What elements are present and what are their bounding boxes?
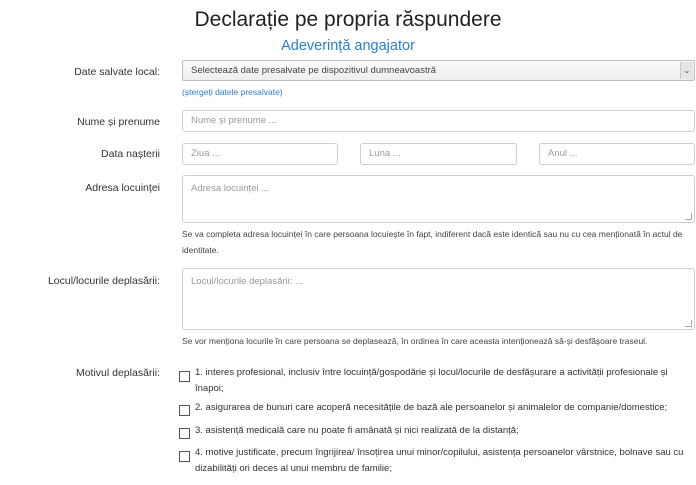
reason-option-4: 4. motive justificate, precum îngrijirea/ însoțirea unui minor/copilului, asistența persoanelor vârstnice, bolnave sau cu dizabilități ori deces al unui membru de familie;	[195, 447, 684, 474]
reason-checkbox-3[interactable]	[179, 428, 190, 439]
resize-handle-icon[interactable]	[685, 213, 692, 220]
reason-option-1: 1. interes profesional, inclusiv între locuință/gospodărie și locul/locurile de desfășurare a activității profesionale și înapoi;	[195, 367, 668, 394]
reason-option-3: 3. asistență medicală care nu poate fi amânată și nici realizată de la distanță;	[195, 425, 519, 436]
birth-year-input[interactable]: Anul ...	[539, 143, 695, 165]
destination-textarea[interactable]	[182, 268, 695, 330]
delete-saved-data-link[interactable]: (ștergeți datele presalvate)	[182, 87, 283, 97]
address-placeholder: Adresa locuinței ...	[191, 183, 270, 194]
reason-checkbox-1[interactable]	[179, 371, 190, 382]
resize-handle-icon[interactable]	[685, 320, 692, 327]
address-help-text: Se va completa adresa locuinței în care persoana locuiește în fapt, indiferent dacă este identică sau nu cu cea menționată în actul de identitate.	[182, 229, 683, 255]
reason-checkbox-2[interactable]	[179, 405, 190, 416]
page-title: Declarație pe propria răspundere	[194, 8, 502, 31]
reason-option-2: 2. asigurarea de bunuri care acoperă necesitățile de bază ale persoanelor și animalelor de companie/domestice;	[195, 402, 668, 413]
birth-month-input[interactable]: Luna ...	[360, 143, 517, 165]
page-subtitle: Adeverință angajator	[281, 38, 415, 54]
destination-help-text: Se vor menționa locurile în care persoana se deplasează, în ordinea în care aceasta intenționează să-și desfășoare traseul.	[182, 336, 648, 346]
chevron-down-icon[interactable]: ⌄	[680, 62, 693, 79]
name-input[interactable]: Nume și prenume ...	[182, 110, 695, 132]
address-label: Adresa locuinței	[85, 182, 160, 194]
name-label: Nume și prenume	[77, 116, 160, 128]
reason-checkbox-4[interactable]	[179, 451, 190, 462]
birth-day-input[interactable]: Ziua ...	[182, 143, 338, 165]
address-textarea[interactable]	[182, 175, 695, 223]
reason-label: Motivul deplasării:	[75, 367, 160, 379]
saved-data-select-value: Selectează date presalvate pe dispozitivul dumneavoastră	[191, 65, 437, 76]
destination-placeholder: Locul/locurile deplasării: ...	[191, 276, 303, 287]
saved-data-select[interactable]	[182, 60, 695, 81]
destination-label: Locul/locurile deplasării:	[47, 275, 160, 287]
birth-date-label: Data nașterii	[101, 148, 160, 160]
saved-data-label: Date salvate local:	[74, 66, 160, 78]
